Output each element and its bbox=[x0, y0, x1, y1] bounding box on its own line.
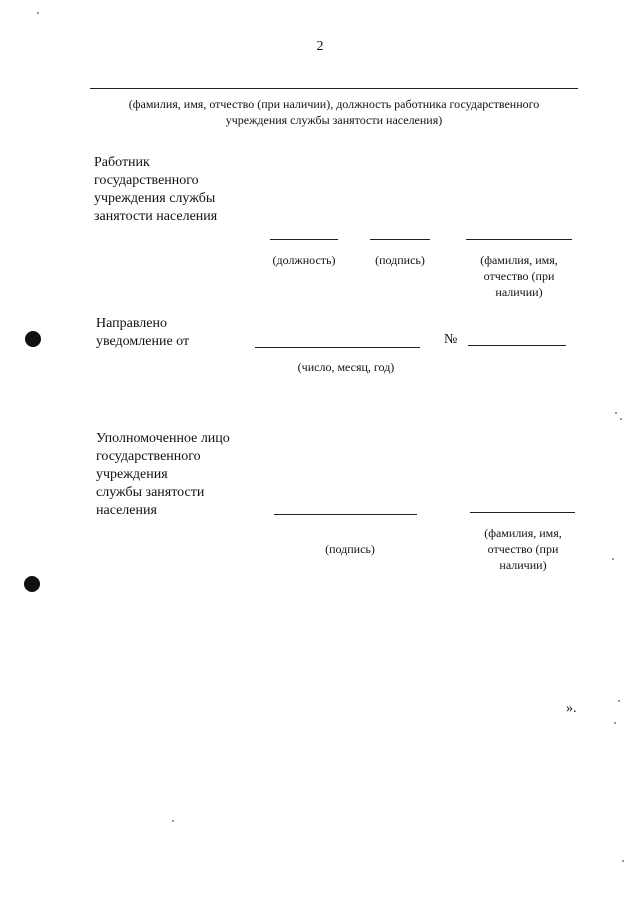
authorized-signature-caption: (подпись) bbox=[325, 542, 375, 556]
header-caption-line: (фамилия, имя, отчество (при наличии), должность работника государственного bbox=[128, 97, 540, 111]
employee-position-caption: (должность) bbox=[272, 253, 336, 267]
authorized-label-line: Уполномоченное лицо bbox=[96, 431, 230, 446]
authorized-label-line: населения bbox=[96, 503, 157, 518]
scan-speck bbox=[614, 722, 616, 724]
authorized-fio-caption bbox=[468, 525, 578, 573]
authorized-fio-caption-line: (фамилия, имя, bbox=[484, 526, 562, 540]
scan-speck bbox=[37, 12, 39, 14]
employee-fio-line[interactable] bbox=[466, 239, 572, 240]
employee-fio-caption-line: (фамилия, имя, bbox=[480, 253, 558, 267]
employee-label-line: занятости населения bbox=[94, 209, 218, 224]
number-sign: № bbox=[444, 332, 458, 347]
authorized-label-line: учреждения bbox=[96, 467, 168, 482]
employee-fio-caption-line: отчество (при bbox=[483, 269, 555, 283]
authorized-fio-caption-line: отчество (при bbox=[487, 542, 559, 556]
scan-speck bbox=[618, 700, 620, 702]
authorized-label bbox=[96, 430, 276, 520]
employee-label bbox=[94, 154, 274, 226]
scan-speck bbox=[615, 412, 617, 414]
header-caption bbox=[90, 96, 578, 128]
notice-label-line: уведомление от bbox=[96, 334, 190, 349]
notice-number-line[interactable] bbox=[468, 345, 566, 346]
notice-label bbox=[96, 315, 246, 351]
authorized-fio-line[interactable] bbox=[470, 512, 575, 513]
punch-hole-icon bbox=[24, 576, 40, 592]
notice-label-line: Направлено bbox=[96, 316, 167, 331]
authorized-label-line: государственного bbox=[96, 449, 201, 464]
employee-position-line[interactable] bbox=[270, 239, 338, 240]
scan-speck bbox=[622, 860, 624, 862]
employee-fio-caption-line: наличии) bbox=[495, 285, 543, 299]
scan-speck bbox=[612, 558, 614, 560]
scan-speck bbox=[172, 820, 174, 822]
punch-hole-icon bbox=[25, 331, 41, 347]
header-caption-line: учреждения службы занятости населения) bbox=[225, 113, 443, 127]
page-number: 2 bbox=[316, 39, 324, 54]
authorized-label-line: службы занятости bbox=[96, 485, 205, 500]
closing-quote-mark: ». bbox=[566, 701, 577, 716]
employee-label-line: Работник bbox=[94, 155, 150, 170]
employee-label-line: учреждения службы bbox=[94, 191, 216, 206]
notice-date-line[interactable] bbox=[255, 347, 420, 348]
header-fill-line[interactable] bbox=[90, 88, 578, 89]
employee-fio-caption bbox=[464, 252, 574, 300]
notice-date-caption: (число, месяц, год) bbox=[297, 360, 395, 374]
authorized-signature-line[interactable] bbox=[274, 514, 417, 515]
employee-label-line: государственного bbox=[94, 173, 199, 188]
employee-signature-line[interactable] bbox=[370, 239, 430, 240]
scan-speck bbox=[620, 418, 622, 420]
authorized-fio-caption-line: наличии) bbox=[499, 558, 547, 572]
employee-signature-caption: (подпись) bbox=[375, 253, 425, 267]
